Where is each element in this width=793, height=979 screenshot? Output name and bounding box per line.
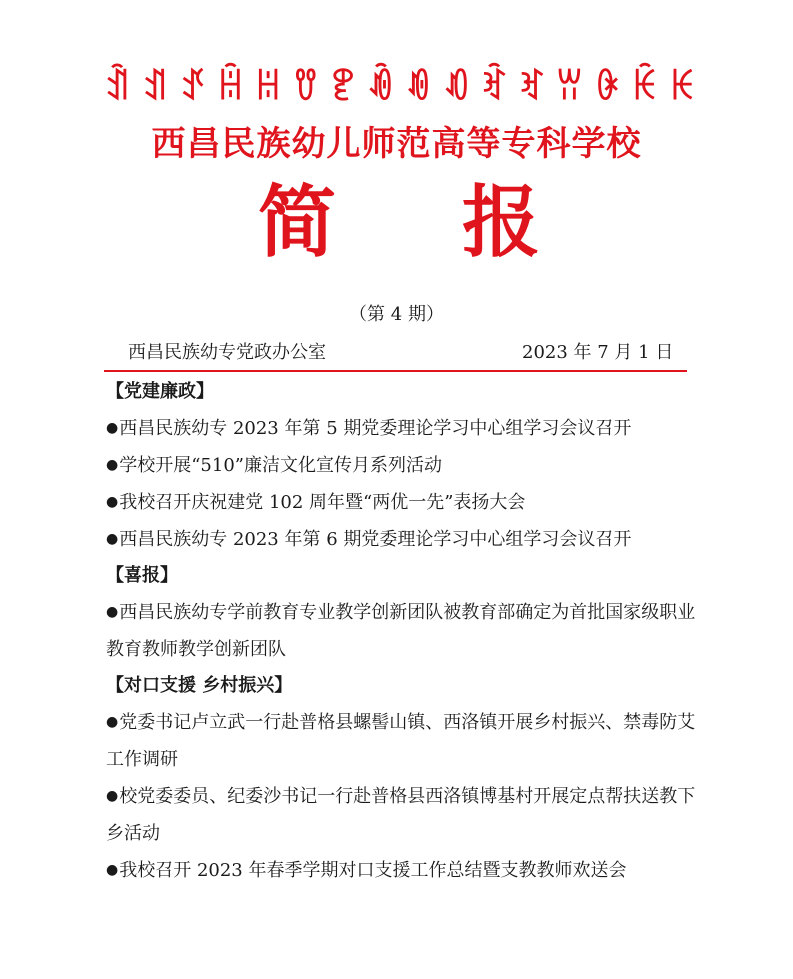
yi-glyph: ꀓ (480, 68, 508, 108)
list-item (106, 704, 706, 778)
section-heading: 【党建廉政】 (106, 381, 214, 402)
yi-glyph: ꀉ (104, 68, 131, 108)
yi-glyph: ꀍ (254, 68, 282, 108)
yi-glyph: ꀘ (669, 68, 696, 108)
bullet-icon: ● (106, 714, 119, 730)
list-item (106, 778, 706, 852)
section-heading: 【喜报】 (106, 565, 178, 586)
yi-glyph: ꀌ (217, 68, 244, 108)
bullet-icon: ● (106, 420, 119, 436)
item-text: 西昌民族幼专 2023 年第 6 期党委理论学习中心组学习会议召开 (119, 529, 632, 550)
list-item (106, 594, 706, 668)
yi-glyph: ꀕ (556, 68, 583, 108)
bullet-icon: ● (106, 494, 119, 510)
bullet-icon: ● (106, 531, 119, 547)
bullet-icon: ● (106, 604, 119, 620)
list-item (106, 447, 706, 484)
list-item (106, 852, 706, 889)
list-item (106, 410, 706, 447)
issuing-department: 西昌民族幼专党政办公室 (128, 342, 326, 363)
issue-date: 2023 年 7 月 1 日 (522, 342, 674, 363)
section-heading: 【对口支援 乡村振兴】 (106, 675, 293, 696)
list-item (106, 521, 706, 558)
yi-glyph: ꀊ (141, 68, 169, 108)
yi-glyph: ꀑ (405, 68, 433, 108)
yi-glyph: ꀐ (367, 68, 395, 108)
yi-glyph: ꀎ (292, 68, 319, 108)
newsletter-title (0, 178, 793, 268)
item-text: 西昌民族幼专 2023 年第 5 期党委理论学习中心组学习会议召开 (119, 418, 632, 439)
yi-glyph: ꀏ (330, 68, 357, 108)
newsletter-title-char: 简 (258, 177, 337, 268)
item-text: 西昌民族幼专学前教育专业教学创新团队被教育部确定为首批国家级职业教育教师教学创新团队 (106, 602, 696, 660)
bullet-icon: ● (106, 862, 119, 878)
bullet-icon: ● (106, 457, 119, 473)
issue-number: （第 4 期） (349, 304, 444, 325)
item-text: 校党委委员、纪委沙书记一行赴普格县西洛镇博基村开展定点帮扶送教下乡活动 (106, 786, 696, 844)
header-divider (104, 370, 687, 372)
item-text: 党委书记卢立武一行赴普格县螺髻山镇、西洛镇开展乡村振兴、禁毒防艾工作调研 (106, 712, 696, 770)
yi-glyph: ꀗ (631, 68, 659, 108)
newsletter-title-char: 报 (462, 177, 541, 268)
yi-script-school-name (104, 66, 696, 110)
yi-glyph: ꀔ (518, 68, 546, 108)
table-of-contents (106, 374, 706, 889)
list-item (106, 484, 706, 521)
item-text: 我校召开 2023 年春季学期对口支援工作总结暨支教教师欢送会 (119, 860, 627, 881)
school-name-title: 西昌民族幼儿师范高等专科学校 (151, 124, 642, 164)
item-text: 学校开展“510”廉洁文化宣传月系列活动 (119, 455, 442, 476)
yi-glyph: ꀖ (593, 68, 621, 108)
item-text: 我校召开庆祝建党 102 周年暨“两优一先”表扬大会 (119, 492, 526, 513)
bullet-icon: ● (106, 788, 119, 804)
yi-glyph: ꀋ (179, 68, 206, 108)
yi-glyph: ꀒ (443, 68, 470, 108)
